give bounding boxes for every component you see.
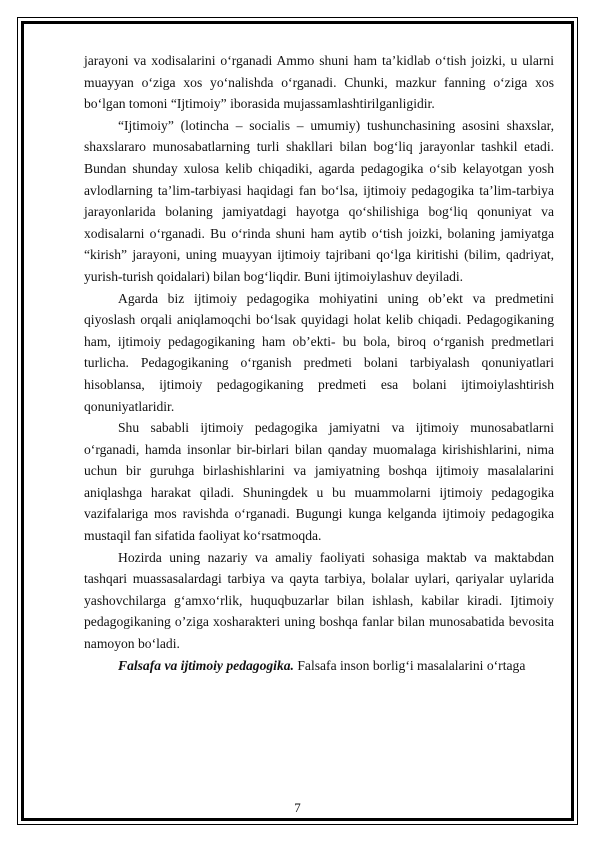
paragraph-2: “Ijtimoiy” (lotincha – socialis – umumiy) tushunchasining asosini shaxslar, shaxslararo munosabatlarning turli shakllari bilan bog‘liq jarayonlar tashkil etadi. Bundan shunday xulosa kelib chiqadiki, agarda pedagogika o‘sib kelayotgan yosh avlodlarning ta’lim-tarbiyasi haqidagi fan bo‘lsa, ijtimoiy pedagogika ta’lim-tarbiya jarayonlarida bolaning jamiyatdagi hayotga qo‘shilishiga bog‘liq qonuniyat va xodisalarni o‘rganadi. Bu o‘rinda shuni ham aytib o‘tish joizki, bolaning jamiyatga “kirish” jarayoni, uning muayyan ijtimoiy tajribani qo‘lga kiritishi (bilim, qadriyat, yurish-turish qoidalari) bilan bog‘liqdir. Buni ijtimoiylashuv deyiladi.	[84, 117, 554, 284]
paragraph-5: Hozirda uning nazariy va amaliy faoliyati sohasiga maktab va maktabdan tashqari muassasalardagi tarbiya va qayta tarbiya, bolalar uylari, qariyalar uylarida yashovchilarga g‘amxo‘rlik, huquqbuzarlar bilan ishlash, kabilar kiradi. Ijtimoiy pedagogikaning o’ziga xosharakteri uning boshqa fanlar bilan munosabatida bevosita namoyon bo‘ladi.	[84, 549, 554, 652]
section-heading: Falsafa va ijtimoiy pedagogika.	[118, 657, 294, 673]
paragraph-1: jarayoni va xodisalarini o‘rganadi Ammo shuni ham ta’kidlab o‘tish joizki, u ularni muayyan o‘ziga xos yo‘nalishda o‘rganadi. Chunki, mazkur fanning o‘ziga xos bo‘lgan tomoni “Ijtimoiy” iborasida mujassamlashtirilganligidir.	[84, 53, 554, 112]
page-body	[84, 50, 554, 676]
paragraph-4: Shu sababli ijtimoiy pedagogika jamiyatni va ijtimoiy munosabatlarni o‘rganadi, hamda insonlar bir-birlari bilan qanday muomalaga kirishishlarini, nima uchun bir guruhga birlashishlarini va jamiyatning boshqa ijtimoiy masalalarini aniqlashga harakat qiladi. Shuningdek u bu muammolarni ijtimoiy pedagogika vazifalariga mos ravishda o‘rganadi. Bugungi kunga kelganda ijtimoiy pedagogika mustaqil fan sifatida faoliyat ko‘rsatmoqda.	[84, 420, 554, 544]
section-text: Falsafa inson borlig‘i masalalarini o‘rtaga	[293, 657, 526, 673]
paragraph-6	[84, 655, 554, 677]
page-number: 7	[294, 800, 301, 815]
paragraph-3: Agarda biz ijtimoiy pedagogika mohiyatini uning ob’ekt va predmetini qiyoslash orqali aniqlamoqchi bo‘lsak quyidagi holat kelib chiqadi. Pedagogikaning ham, ijtimoiy pedagogikaning ham ob’ekti- bu bola, biroq o‘rganish predmetlari turlicha. Pedagogikaning o‘rganish predmeti bolani tarbiyalash qonuniyatlari hisoblansa, ijtimoiy pedagogikaning predmeti esa bolani ijtimoiylashtirish qonuniyatlaridir.	[84, 290, 554, 414]
